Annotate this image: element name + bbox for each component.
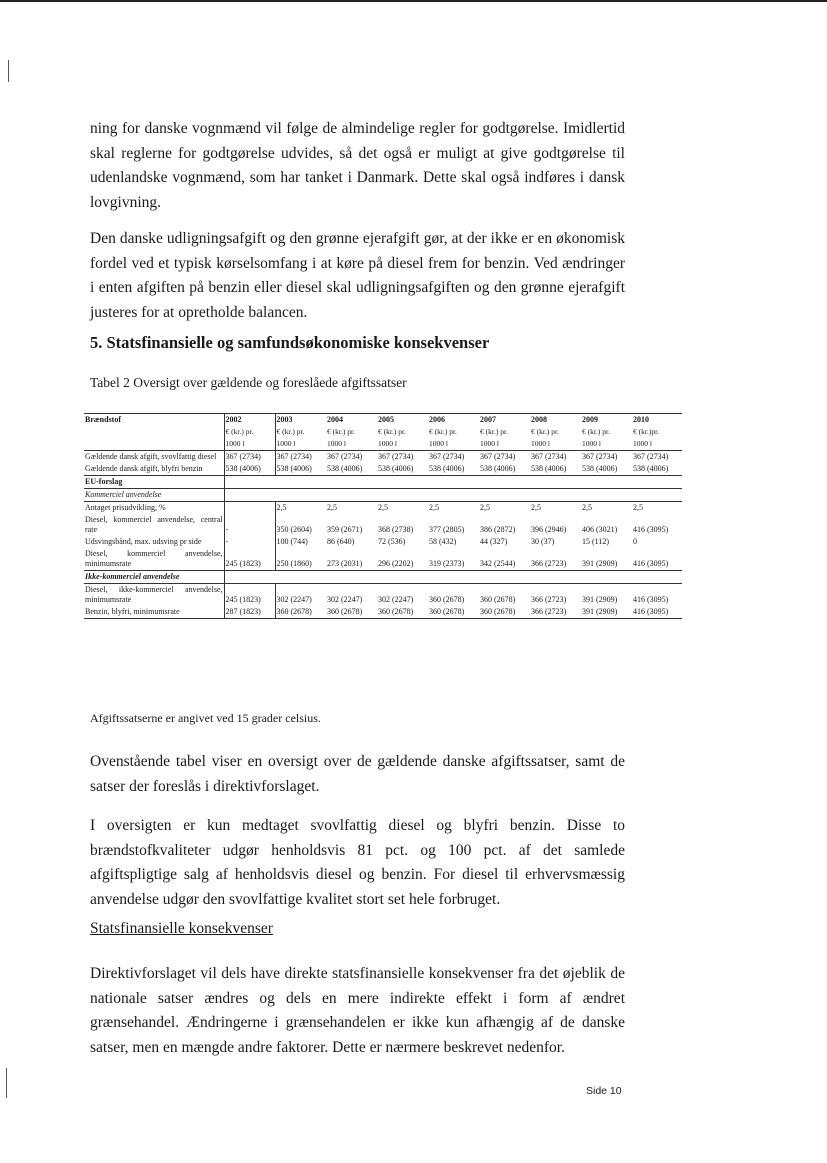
unit-cell: 1000 l	[224, 438, 275, 451]
year-2009: 2009	[581, 414, 632, 427]
unit-cell: 1000 l	[276, 439, 296, 448]
unit-cell: € (kr.) pr.	[480, 427, 508, 436]
year-2007: 2007	[479, 414, 530, 427]
noncommercial-heading: Ikke-kommerciel anvendelse	[84, 571, 224, 584]
table-row	[84, 584, 682, 607]
value-cell: 245 (1823)	[224, 584, 275, 607]
value-cell: 416 (3095)	[632, 584, 682, 607]
left-margin-mark-lower	[6, 1068, 7, 1098]
value-cell: 538 (4006)	[480, 464, 516, 473]
row-label: Udsvingsbånd, max. udsving pr side	[84, 536, 224, 548]
value-cell: 538 (4006)	[378, 464, 414, 473]
value-cell: 538 (4006)	[633, 464, 669, 473]
value-cell: 245 (1823)	[224, 548, 275, 571]
value-cell: 367 (2734)	[581, 451, 632, 464]
value-cell: 360 (2678)	[479, 606, 530, 619]
value-cell: 366 (2723)	[531, 559, 567, 568]
value-cell: 416 (3095)	[633, 525, 669, 534]
value-cell: 30 (37)	[531, 537, 555, 546]
unit-cell: € (kr.) pr.	[429, 427, 457, 436]
row-label: Gældende dansk afgift, blyfri benzin	[84, 463, 224, 476]
value-cell: 416 (3095)	[633, 559, 669, 568]
value-cell: 302 (2247)	[326, 584, 377, 607]
value-cell: 391 (2909)	[581, 606, 632, 619]
unit-row-2	[84, 438, 682, 451]
value-cell: 406 (3021)	[582, 525, 618, 534]
row-label: Diesel, ikke-kommerciel anvendelse, minimumsrate	[85, 585, 223, 604]
table-row	[84, 606, 682, 619]
eu-heading: EU-forslag	[84, 476, 224, 489]
year-2002: 2002	[224, 414, 275, 427]
value-cell: 2,5	[581, 502, 632, 515]
table-row	[84, 451, 682, 464]
value-cell: 2,5	[479, 502, 530, 515]
value-cell: 538 (4006)	[224, 463, 275, 476]
value-cell: 2,5	[530, 502, 581, 515]
value-cell: 416 (3095)	[632, 606, 682, 619]
page-number: Side 10	[586, 1085, 622, 1097]
header-label: Brændstof	[84, 414, 224, 427]
value-cell: -	[224, 536, 275, 548]
unit-cell: € (kr.) pr.	[531, 427, 559, 436]
section-heading: 5. Statsfinansielle og samfundsøkonomiske konsekvenser	[90, 333, 490, 352]
paragraph-equalisation-tax: Den danske udligningsafgift og den grønne ejerafgift gør, at der ikke er en økonomisk fordel ved et typisk kørselsomfang i at køre på diesel frem for benzin. Ved ændringer i enten afgiften på benzin eller diesel skal udligningsafgiften og den grønne ejerafgift justeres for at opretholde balancen.	[90, 230, 625, 321]
unit-cell: € (kr.)pr.	[633, 427, 660, 436]
value-cell: 58 (432)	[429, 537, 457, 546]
value-cell: 368 (2738)	[378, 525, 414, 534]
value-cell: 2,5	[326, 502, 377, 515]
value-cell: 86 (640)	[327, 537, 355, 546]
paragraph-table-summary: Ovenstående tabel viser en oversigt over de gældende danske afgiftssatser, samt de satser der foreslås i direktivforslaget.	[90, 753, 625, 795]
year-2005: 2005	[377, 414, 428, 427]
value-cell: 2,5	[275, 502, 326, 515]
value-cell: 350 (2604)	[276, 525, 312, 534]
commercial-heading: Kommerciel anvendelse	[84, 489, 224, 502]
unit-cell: € (kr.) pr.	[378, 427, 406, 436]
value-cell: 367 (2734)	[632, 451, 682, 464]
unit-cell: € (kr.) pr.	[582, 427, 610, 436]
year-2006: 2006	[428, 414, 479, 427]
year-2010: 2010	[632, 414, 682, 427]
table-row	[84, 514, 682, 536]
value-cell: 377 (2805)	[429, 525, 465, 534]
value-cell: 72 (536)	[378, 537, 406, 546]
unit-cell: € (kr.) pr.	[224, 426, 275, 438]
commercial-heading-row	[84, 489, 682, 502]
table-caption: Tabel 2 Oversigt over gældende og foreslåede afgiftssatser	[90, 375, 407, 390]
subheading-fiscal: Statsfinansielle konsekvenser	[90, 920, 273, 937]
value-cell: 538 (4006)	[582, 464, 618, 473]
value-cell: -	[224, 514, 275, 536]
value-cell: 396 (2946)	[531, 525, 567, 534]
value-cell: 360 (2678)	[428, 584, 479, 607]
value-cell: 296 (2202)	[378, 559, 414, 568]
year-2004: 2004	[326, 414, 377, 427]
value-cell	[224, 502, 275, 515]
value-cell: 367 (2734)	[428, 451, 479, 464]
value-cell: 367 (2734)	[275, 451, 326, 464]
paragraph-fuel-scope: I oversigten er kun medtaget svovlfattig diesel og blyfri benzin. Disse to brændstofkvaliteter udgør henholdsvis 81 pct. og 100 pct. af det samlede afgiftspligtige salg af henholdsvis diesel og benzin. For diesel til erhvervsmæssig anvendelse udgør den svovlfattige kvalitet stort set hele forbruget.	[90, 817, 625, 908]
value-cell: 302 (2247)	[275, 584, 326, 607]
unit-cell: 1000 l	[582, 439, 601, 448]
value-cell: 360 (2678)	[428, 606, 479, 619]
value-cell: 360 (2678)	[377, 606, 428, 619]
tax-rates-table	[84, 413, 682, 619]
unit-row	[84, 426, 682, 438]
year-2008: 2008	[530, 414, 581, 427]
value-cell: 538 (4006)	[276, 464, 312, 473]
value-cell: 15 (112)	[582, 537, 610, 546]
value-cell: 391 (2909)	[582, 559, 618, 568]
value-cell: 360 (2678)	[275, 606, 326, 619]
value-cell: 367 (2734)	[479, 451, 530, 464]
value-cell: 386 (2872)	[480, 525, 516, 534]
unit-cell: 1000 l	[480, 439, 499, 448]
table-row	[84, 463, 682, 476]
value-cell: 367 (2734)	[326, 451, 377, 464]
value-cell: 302 (2247)	[377, 584, 428, 607]
value-cell: 250 (1860)	[276, 559, 312, 568]
value-cell: 391 (2909)	[581, 584, 632, 607]
unit-cell: € (kr.) pr.	[327, 427, 355, 436]
paragraph-fiscal-consequences: Direktivforslaget vil dels have direkte statsfinansielle konsekvenser fra det øjeblik de nationale satser ændres og dels en mere indirekte effekt i form af ændret grænsehandel. Ændringerne i grænsehandelen er ikke kun afhængig af de danske satser, men en mængde andre faktorer. Dette er nærmere beskrevet nedenfor.	[90, 965, 625, 1056]
unit-cell: 1000 l	[531, 439, 550, 448]
value-cell: 367 (2734)	[224, 451, 275, 464]
table-row	[84, 548, 682, 571]
noncommercial-heading-row	[84, 571, 682, 584]
table-row	[84, 502, 682, 515]
value-cell: 287 (1823)	[224, 606, 275, 619]
paragraph-refund-rules: ning for danske vognmænd vil følge de almindelige regler for godtgørelse. Imidlertid skal reglerne for godtgørelse udvides, så det også er muligt at give godtgørelse til udenlandske vognmænd, som har tanket i Danmark. Dette skal også indføres i dansk lovgivning.	[90, 120, 625, 211]
row-label: Antaget prisudvikling, %	[84, 502, 224, 515]
value-cell: 319 (2373)	[429, 559, 465, 568]
value-cell: 342 (2544)	[480, 559, 516, 568]
year-2003: 2003	[275, 414, 326, 427]
value-cell: 360 (2678)	[479, 584, 530, 607]
row-label: Benzin, blyfri, minimumsrate	[84, 606, 224, 619]
value-cell: 538 (4006)	[531, 464, 567, 473]
table-row	[84, 536, 682, 548]
value-cell: 2,5	[632, 502, 682, 515]
value-cell: 273 (2031)	[327, 559, 363, 568]
value-cell: 538 (4006)	[327, 464, 363, 473]
row-label: Gældende dansk afgift, svovlfattig diesel	[84, 451, 224, 464]
value-cell: 359 (2671)	[327, 525, 363, 534]
table-header-row	[84, 414, 682, 427]
page-top-rule	[0, 0, 827, 2]
unit-cell: 1000 l	[378, 439, 397, 448]
eu-heading-row	[84, 476, 682, 489]
unit-cell: 1000 l	[429, 439, 448, 448]
value-cell: 360 (2678)	[326, 606, 377, 619]
value-cell: 538 (4006)	[429, 464, 465, 473]
row-label: Diesel, kommerciel anvendelse, central rate	[85, 515, 223, 534]
unit-cell: 1000 l	[633, 439, 652, 448]
value-cell: 366 (2723)	[530, 584, 581, 607]
unit-cell: 1000 l	[327, 439, 346, 448]
table-note: Afgiftssatserne er angivet ved 15 grader celsius.	[90, 711, 321, 725]
value-cell: 2,5	[428, 502, 479, 515]
value-cell: 100 (744)	[276, 537, 308, 546]
value-cell: 2,5	[377, 502, 428, 515]
value-cell: 367 (2734)	[377, 451, 428, 464]
value-cell: 367 (2734)	[530, 451, 581, 464]
left-margin-mark	[8, 60, 9, 82]
row-label: Diesel, kommerciel anvendelse, minimumsrate	[84, 548, 224, 571]
value-cell: 366 (2723)	[530, 606, 581, 619]
value-cell: 0	[633, 537, 637, 546]
value-cell: 44 (327)	[480, 537, 508, 546]
unit-cell: € (kr.) pr.	[276, 427, 305, 436]
